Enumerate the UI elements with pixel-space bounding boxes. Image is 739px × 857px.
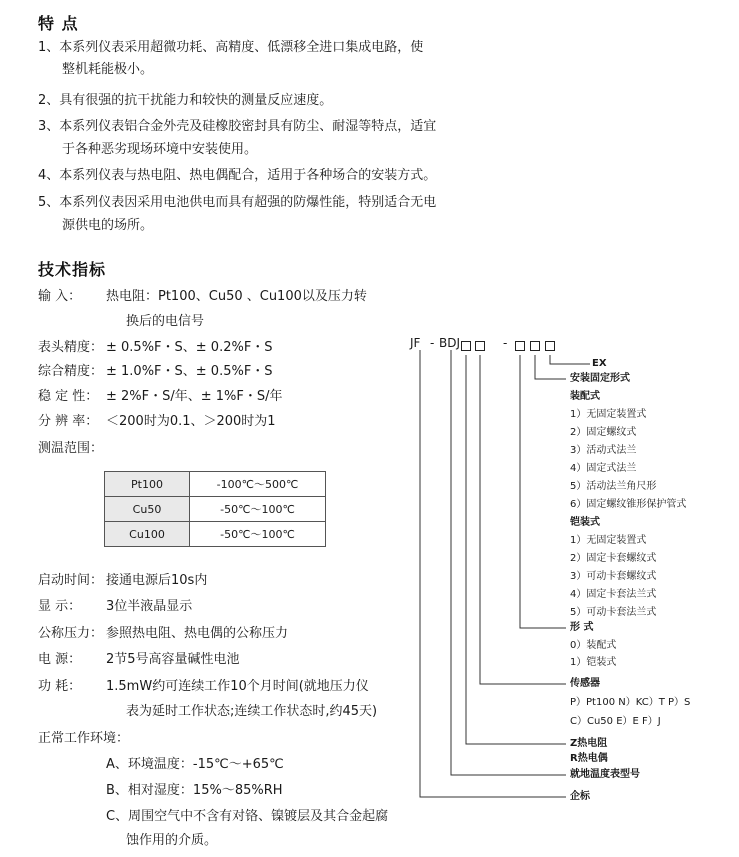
specs-title: 技术指标 — [38, 260, 107, 279]
spec-startup-value: 接通电源后10s内 — [106, 573, 208, 588]
feature-1-line2: 整机耗能极小。 — [62, 62, 154, 77]
model-z-label: Z热电阻 — [570, 738, 608, 749]
model-ex: EX — [592, 358, 607, 369]
model-sensor-title: 传感器 — [570, 678, 600, 689]
model-sensor-line-1: P）Pt100 N）KC）T P）S — [570, 697, 691, 708]
feature-4-line1: 4、本系列仪表与热电阻、热电偶配合，适用于各种场合的安装方式。 — [38, 168, 437, 183]
model-sensor-line-2: C）Cu50 E）E F）J — [570, 716, 661, 727]
list-item: 0）装配式 — [570, 640, 617, 651]
model-assembled-title: 装配式 — [570, 391, 600, 402]
range-value: -100℃～500℃ — [190, 472, 326, 497]
spec-display-value: 3位半液晶显示 — [106, 599, 193, 614]
spec-resolution-label: 分 辨 率： — [38, 414, 99, 429]
spec-input-value2: 换后的电信号 — [126, 314, 205, 329]
spec-env-title: 正常工作环境： — [38, 731, 130, 746]
range-sensor: Pt100 — [105, 472, 190, 497]
model-slot-box — [530, 341, 540, 351]
list-item: 1）无固定装置式 — [570, 535, 647, 546]
model-mount-title: 安装固定形式 — [570, 373, 630, 384]
spec-env-temp: A、环境温度：-15℃～+65℃ — [106, 757, 284, 772]
spec-range-label: 测温范围： — [38, 441, 104, 456]
spec-pressure-label: 公称压力： — [38, 626, 104, 641]
model-prefix: JF — [410, 336, 421, 350]
spec-input-label: 输 入： — [38, 289, 82, 304]
list-item: 4）固定卡套法兰式 — [570, 589, 657, 600]
spec-power-value: 2节5号高容量碱性电池 — [106, 652, 240, 667]
list-item: 1）无固定装置式 — [570, 409, 647, 420]
feature-2-line1: 2、具有很强的抗干扰能力和较快的测量反应速度。 — [38, 93, 333, 108]
connector-ex-line — [550, 355, 590, 364]
list-item: 1）铠装式 — [570, 657, 617, 668]
model-slot-box — [545, 341, 555, 351]
list-item: 5）活动法兰角尺形 — [570, 481, 657, 492]
features-title: 特 点 — [38, 14, 79, 33]
model-slot-box — [461, 341, 471, 351]
connector-zr-line — [466, 355, 566, 744]
model-dash-1: - — [430, 336, 435, 350]
model-local-label: 就地温度表型号 — [570, 769, 640, 780]
model-r-label: R热电偶 — [570, 753, 608, 764]
model-slot-box — [515, 341, 525, 351]
list-item: 6）固定螺纹锥形保护管式 — [570, 499, 687, 510]
spec-stability-label: 稳 定 性： — [38, 389, 99, 404]
spec-display-label: 显 示： — [38, 599, 82, 614]
spec-head-accuracy-label: 表头精度： — [38, 340, 104, 355]
spec-total-accuracy-value: ± 1.0%F・S、± 0.5%F・S — [106, 364, 273, 379]
spec-env-air-line2: 蚀作用的介质。 — [126, 833, 218, 848]
spec-input-value: 热电阻：Pt100、Cu50 、Cu100以及压力转 — [106, 289, 367, 304]
list-item: 2）固定卡套螺纹式 — [570, 553, 657, 564]
model-code: BDJ — [439, 336, 461, 350]
connector-sensor-line — [480, 355, 566, 684]
spec-consumption-value2: 表为延时工作状态;连续工作状态时,约45天) — [126, 704, 378, 719]
list-item: 5）可动卡套法兰式 — [570, 607, 657, 618]
model-company-label: 企标 — [570, 791, 590, 802]
spec-head-accuracy-value: ± 0.5%F・S、± 0.2%F・S — [106, 340, 273, 355]
model-armored-title: 铠装式 — [570, 517, 600, 528]
range-sensor: Cu50 — [105, 497, 190, 522]
feature-5-line2: 源供电的场所。 — [62, 218, 154, 233]
model-dash-2: - — [503, 336, 508, 350]
spec-consumption-label: 功 耗： — [38, 679, 82, 694]
list-item: 4）固定式法兰 — [570, 463, 637, 474]
feature-5-line1: 5、本系列仪表因采用电池供电而具有超强的防爆性能，特别适合无电 — [38, 195, 437, 210]
model-slot-box — [475, 341, 485, 351]
connector-company-line — [420, 350, 566, 797]
model-form-title: 形 式 — [570, 622, 594, 633]
spec-stability-value: ± 2%F・S/年、± 1%F・S/年 — [106, 389, 283, 404]
connector-form-line — [520, 355, 566, 628]
range-value: -50℃～100℃ — [190, 522, 326, 547]
list-item: 2）固定螺纹式 — [570, 427, 637, 438]
spec-power-label: 电 源： — [38, 652, 82, 667]
spec-startup-label: 启动时间： — [38, 573, 104, 588]
feature-3-line2: 于各种恶劣现场环境中安装使用。 — [62, 142, 258, 157]
spec-resolution-value: ＜200时为0.1、＞200时为1 — [106, 414, 276, 429]
range-sensor: Cu100 — [105, 522, 190, 547]
spec-env-air-line1: C、周围空气中不含有对铬、镍镀层及其合金起腐 — [106, 809, 389, 824]
spec-total-accuracy-label: 综合精度： — [38, 364, 104, 379]
spec-env-humidity: B、相对湿度：15%～85%RH — [106, 783, 283, 798]
range-value: -50℃～100℃ — [190, 497, 326, 522]
spec-pressure-value: 参照热电阻、热电偶的公称压力 — [106, 626, 289, 641]
feature-3-line1: 3、本系列仪表铝合金外壳及硅橡胶密封具有防尘、耐湿等特点，适宜 — [38, 119, 437, 134]
list-item: 3）活动式法兰 — [570, 445, 637, 456]
list-item: 3）可动卡套螺纹式 — [570, 571, 657, 582]
feature-1-line1: 1、本系列仪表采用超微功耗、高精度、低漂移全进口集成电路，使 — [38, 40, 424, 55]
spec-consumption-value: 1.5mW约可连续工作10个月时间(就地压力仪 — [106, 679, 369, 694]
connector-model-line — [451, 350, 566, 775]
